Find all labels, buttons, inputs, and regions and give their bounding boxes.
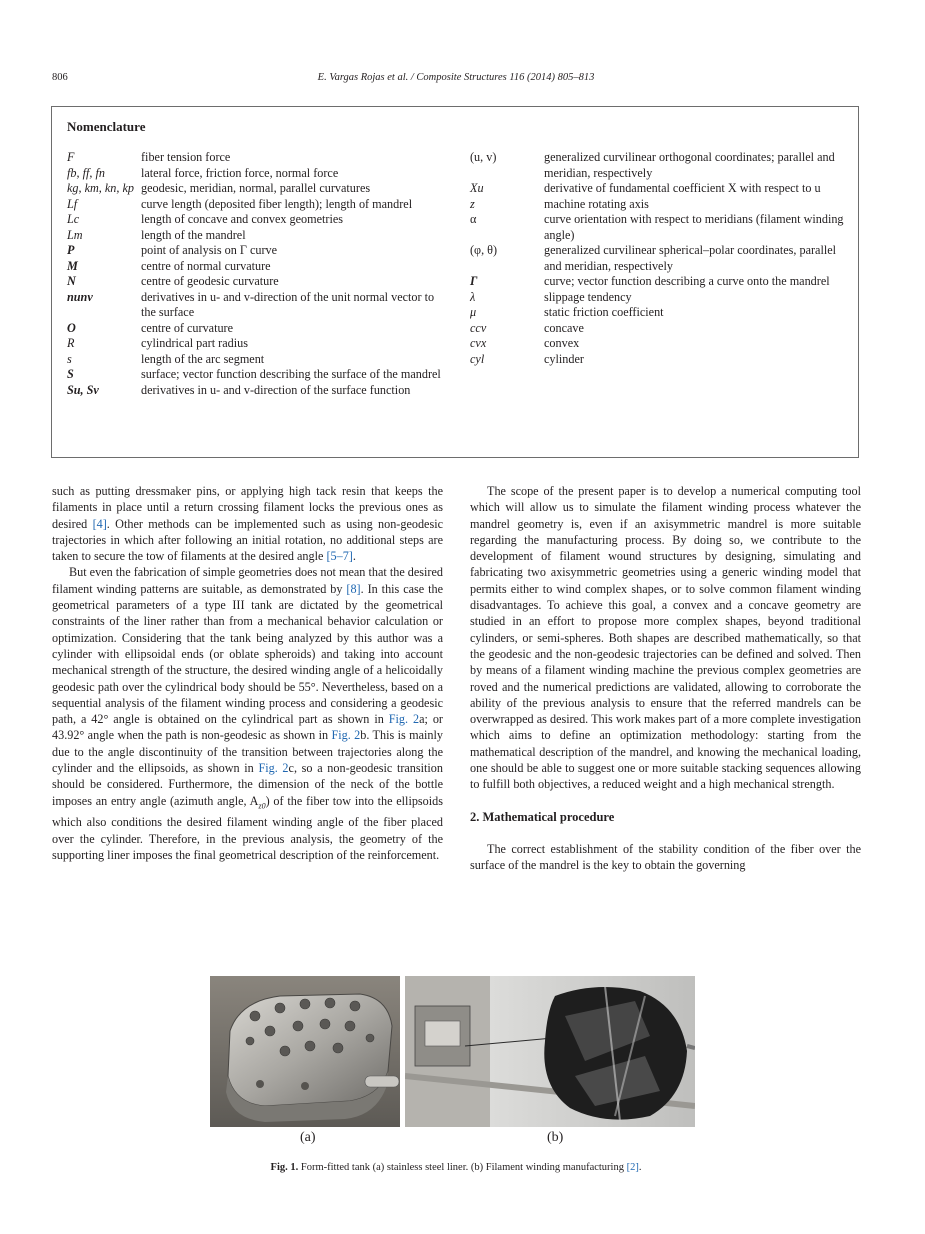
nomenclature-left-column bbox=[67, 150, 447, 398]
nomenclature-entry bbox=[470, 243, 846, 274]
nomenclature-definition: cylinder bbox=[544, 351, 584, 366]
nomenclature-title: Nomenclature bbox=[67, 119, 146, 134]
nomenclature-entry bbox=[470, 150, 846, 181]
nomenclature-definition: derivative of fundamental coefficient X with respect to u bbox=[544, 181, 821, 195]
nomenclature-entry bbox=[67, 197, 447, 213]
figure-caption: Fig. 1. Form-fitted tank (a) stainless steel liner. (b) Filament winding manufacturing [2]. bbox=[270, 1162, 642, 1173]
nomenclature-entry bbox=[470, 274, 846, 290]
nomenclature-symbol: Lm bbox=[67, 227, 83, 242]
body-left-column bbox=[52, 483, 443, 863]
nomenclature-symbol: Lf bbox=[67, 196, 78, 211]
figure-link[interactable]: Fig. 2 bbox=[388, 712, 420, 727]
nomenclature-symbol: O bbox=[67, 320, 76, 335]
citation-link[interactable]: [8] bbox=[346, 581, 361, 596]
liner-photo-image bbox=[210, 976, 400, 1127]
nomenclature-entry bbox=[470, 181, 846, 197]
nomenclature-entry bbox=[67, 212, 447, 228]
page-number: 806 bbox=[52, 72, 68, 83]
paragraph: such as putting dressmaker pins, or applying high tack resin that keeps the filaments in place until a return crossing filament locks the previous ones as desired [4]. Other methods can be implemented such as using non-geodesic trajectories in which after following an initial rotation, no additional steps are taken to secure the tow of filaments at the desired angle [5–7]. bbox=[52, 484, 443, 564]
nomenclature-definition: point of analysis on Γ curve bbox=[141, 243, 278, 257]
nomenclature-definition: generalized curvilinear spherical–polar coordinates, parallel and meridian, respectively bbox=[544, 243, 837, 273]
nomenclature-entry bbox=[470, 336, 846, 352]
nomenclature-entry bbox=[67, 150, 447, 166]
nomenclature-entry bbox=[470, 321, 846, 337]
nomenclature-symbol: s bbox=[67, 351, 72, 366]
nomenclature-entry bbox=[470, 352, 846, 368]
nomenclature-symbol: (φ, θ) bbox=[470, 243, 498, 257]
nomenclature-definition: cylindrical part radius bbox=[141, 336, 248, 350]
nomenclature-symbol: ccv bbox=[470, 320, 487, 335]
nomenclature-entry bbox=[67, 228, 447, 244]
nomenclature-definition: derivatives in u- and v-direction of the unit normal vector to the surface bbox=[141, 289, 435, 319]
nomenclature-entry bbox=[67, 243, 447, 259]
nomenclature-definition: fiber tension force bbox=[141, 150, 231, 164]
figure-link[interactable]: Fig. 2 bbox=[258, 761, 289, 776]
nomenclature-entry bbox=[67, 367, 447, 383]
nomenclature-definition: derivatives in u- and v-direction of the surface function bbox=[141, 382, 411, 397]
nomenclature-symbol: N bbox=[67, 274, 76, 288]
nomenclature-entry bbox=[67, 274, 447, 290]
nomenclature-definition: centre of curvature bbox=[141, 320, 234, 335]
citation-link[interactable]: [4] bbox=[92, 516, 107, 531]
nomenclature-definition: machine rotating axis bbox=[544, 196, 649, 211]
nomenclature-symbol: cvx bbox=[470, 336, 487, 350]
stainless-steel-liner-photo bbox=[210, 976, 400, 1127]
nomenclature-definition: curve; vector function describing a curve onto the mandrel bbox=[544, 274, 830, 288]
section-heading: 2. Mathematical procedure bbox=[470, 809, 615, 824]
nomenclature-symbol: fb, ff, fn bbox=[67, 165, 105, 180]
winding-photo-image bbox=[405, 976, 695, 1127]
nomenclature-symbol: R bbox=[67, 336, 75, 350]
nomenclature-definition: length of the arc segment bbox=[141, 351, 265, 366]
nomenclature-definition: surface; vector function describing the surface of the mandrel bbox=[141, 367, 441, 381]
nomenclature-symbol: nunv bbox=[67, 289, 93, 304]
nomenclature-symbol: μ bbox=[470, 305, 477, 319]
nomenclature-definition: length of concave and convex geometries bbox=[141, 212, 344, 226]
nomenclature-entry bbox=[67, 259, 447, 275]
nomenclature-symbol: (u, v) bbox=[470, 150, 497, 164]
nomenclature-symbol: Γ bbox=[470, 274, 478, 288]
nomenclature-symbol: cyl bbox=[470, 351, 485, 366]
paragraph: But even the fabrication of simple geometries does not mean that the desired filament winding patterns are suitable, as demonstrated by [8]. In this case the geometrical parameters of a type III tank are dictated by the geometrical constraints of the liner rather than from a mechanical behavior calculation or optimization. Considering that the tank being analyzed by this author was a cylinder with ellipsoidal ends (or oblate spheroids) and taking into account mechanical strength of the structure, the desired winding angle of a helicoidally geodesic path over the cylindrical body should be 55°. Nevertheless, based on a sequential analysis of the filament winding process and considering a geodesic path, a 42° angle is obtained on the cylindrical part as shown in Fig. 2a; or 43.92° angle when the path is non-geodesic as shown in Fig. 2b. This is mainly due to the angle discontinuity of the transition between trajectories along the cylinder and the ellipsoids, as shown in Fig. 2c, so a non-geodesic transition should be considered. Furthermore, the dimension of the neck of the bottle imposes an entry angle (azimuth angle, $A_{z0}$) of the fiber tow into the ellipsoids which also conditions the desired filament winding angle of the fiber placed over the cylinder. Therefore, in the previous analysis, the geometry of the supporting liner imposes the final geometrical description of the reinforcement. bbox=[52, 565, 444, 862]
nomenclature-entry bbox=[67, 336, 447, 352]
nomenclature-entry bbox=[67, 383, 447, 399]
nomenclature-definition: lateral force, friction force, normal force bbox=[141, 165, 339, 180]
figure-link[interactable]: Fig. 2 bbox=[331, 728, 361, 743]
nomenclature-entry bbox=[470, 212, 846, 243]
nomenclature-symbol: Lc bbox=[67, 212, 80, 226]
nomenclature-definition: centre of normal curvature bbox=[141, 258, 271, 273]
nomenclature-definition: generalized curvilinear orthogonal coordinates; parallel and meridian, respectively bbox=[544, 150, 835, 180]
nomenclature-box bbox=[51, 106, 859, 458]
nomenclature-symbol: kg, km, kn, kp bbox=[67, 181, 135, 195]
journal-reference: E. Vargas Rojas et al. / Composite Structures 116 (2014) 805–813 bbox=[317, 72, 595, 83]
figure-1 bbox=[210, 976, 695, 1151]
nomenclature-symbol: Su, Sv bbox=[67, 382, 99, 397]
nomenclature-symbol: P bbox=[67, 243, 75, 257]
nomenclature-entry bbox=[470, 197, 846, 213]
nomenclature-entry bbox=[470, 305, 846, 321]
nomenclature-entry bbox=[67, 352, 447, 368]
subfigure-label-a: (a) bbox=[300, 1130, 316, 1145]
nomenclature-entry bbox=[470, 290, 846, 306]
nomenclature-definition: concave bbox=[544, 320, 584, 335]
nomenclature-entry bbox=[67, 181, 447, 197]
nomenclature-symbol: F bbox=[67, 150, 75, 164]
nomenclature-right-column bbox=[470, 150, 846, 367]
nomenclature-entry bbox=[67, 321, 447, 337]
paragraph: The scope of the present paper is to develop a numerical computing tool which will allow us to simulate the filament winding process whatever the mandrel geometry is, even if an axisymmetric mandrel is more suitable regarding the manufacturing process. By doing so, we contribute to the development of filament wound structures by designing, simulating and fabricating two axisymmetric geometries using a generic winding model that permits either to wind complex shapes, or to solve common filament winding disadvantages. To achieve this goal, a convex and a concave geometry are studied in an effort to propose more complex shapes, beyond traditional cylinders, or semi-spheres. Both shapes are described mathematically, so that the geodesic and the non-geodesic trajectories can be defined and solved. Then by means of a filament winding machine the previous complex geometries are roved and the numerical predictions are validated, allowing to corroborate the ability of the previous analysis to ensure that the referred mandrels can be overwrapped as desired. This work makes part of a more complete investigation which aims to define an optimization methodology: starting from the mathematical description of the mandrel, and knowing the mechanical loading, one should be able to suggest one or more suitable stacking sequences allowing to fulfill both objectives, a reduced weight and a high mechanical strength. bbox=[470, 484, 861, 792]
citation-link[interactable]: [2] bbox=[626, 1162, 639, 1173]
nomenclature-definition: centre of geodesic curvature bbox=[141, 274, 279, 288]
nomenclature-symbol: M bbox=[67, 258, 78, 273]
nomenclature-definition: curve length (deposited fiber length); length of mandrel bbox=[141, 196, 413, 211]
subfigure-label-b: (b) bbox=[547, 1130, 564, 1145]
nomenclature-symbol: S bbox=[67, 367, 74, 381]
nomenclature-symbol: Xu bbox=[470, 181, 484, 195]
nomenclature-definition: slippage tendency bbox=[544, 289, 632, 304]
nomenclature-definition: curve orientation with respect to meridians (filament winding angle) bbox=[544, 212, 844, 242]
nomenclature-symbol: α bbox=[470, 212, 477, 226]
filament-winding-photo bbox=[405, 976, 695, 1127]
citation-link[interactable]: [5–7] bbox=[326, 549, 353, 564]
nomenclature-definition: static friction coefficient bbox=[544, 305, 664, 319]
nomenclature-definition: length of the mandrel bbox=[141, 227, 246, 242]
nomenclature-symbol: z bbox=[470, 196, 475, 211]
nomenclature-entry bbox=[67, 290, 447, 321]
nomenclature-symbol: λ bbox=[470, 289, 476, 304]
caption-label: Fig. 1. bbox=[270, 1162, 299, 1173]
nomenclature-definition: convex bbox=[544, 336, 580, 350]
nomenclature-entry bbox=[67, 166, 447, 182]
body-right-column bbox=[470, 483, 861, 874]
nomenclature-definition: geodesic, meridian, normal, parallel curvatures bbox=[141, 181, 371, 195]
paragraph: The correct establishment of the stability condition of the fiber over the surface of the mandrel is the key to obtain the governing bbox=[470, 841, 861, 873]
